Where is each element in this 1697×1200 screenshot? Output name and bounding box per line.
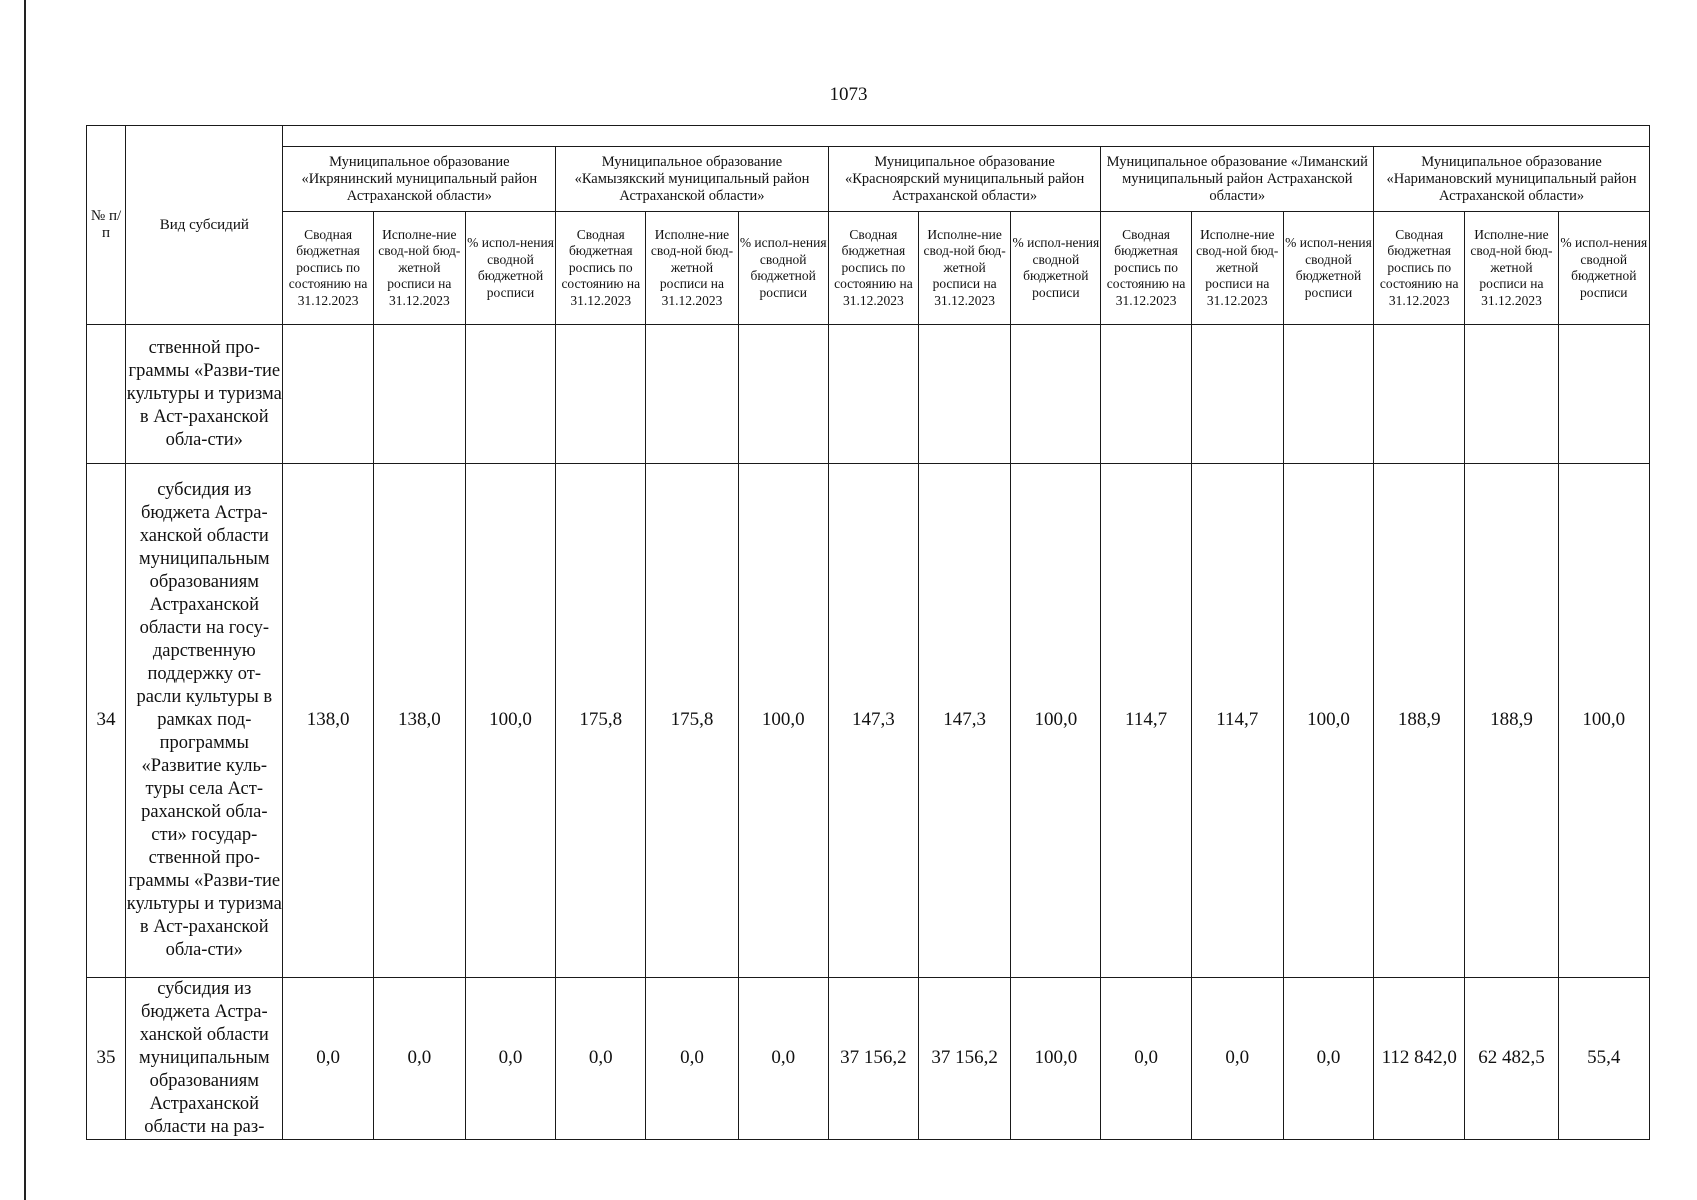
percent-value: 0,0 xyxy=(465,977,555,1139)
subsidy-kind: субсидия из бюджета Астра-ханской области муниципальным образованиям Астраханской области на госу-дарственную поддержку от-расли культуры в рамках под-программы «Развитие куль-туры села Аст-раханской обла-сти» государ-ственной про-граммы «Разви-тие культуры и туризма в Аст-раханской обла-сти» xyxy=(126,464,283,978)
percent-value xyxy=(1283,325,1373,464)
percent-value: 100,0 xyxy=(1011,977,1101,1139)
scan-edge-line xyxy=(24,0,26,1200)
percent-value xyxy=(1558,325,1649,464)
municipality-header: Муниципальное образование «Наримановский муниципальный район Астраханской области» xyxy=(1374,147,1650,212)
executed-value: 147,3 xyxy=(919,464,1011,978)
executed-value: 175,8 xyxy=(646,464,738,978)
row-number: 34 xyxy=(87,464,126,978)
subsidy-kind: субсидия из бюджета Астра-ханской области муниципальным образованиям Астраханской области на раз- xyxy=(126,977,283,1139)
execution-percent-header: % испол-нения сводной бюджетной росписи xyxy=(1011,212,1101,325)
percent-value: 100,0 xyxy=(738,464,828,978)
percent-value xyxy=(1011,325,1101,464)
percent-value xyxy=(465,325,555,464)
municipality-header-row xyxy=(87,147,1650,212)
percent-value: 100,0 xyxy=(465,464,555,978)
executed-budget-header: Исполне-ние свод-ной бюд-жетной росписи на 31.12.2023 xyxy=(1465,212,1558,325)
planned-value xyxy=(556,325,646,464)
planned-value: 0,0 xyxy=(283,977,373,1139)
executed-budget-header: Исполне-ние свод-ной бюд-жетной росписи на 31.12.2023 xyxy=(1191,212,1283,325)
percent-value: 100,0 xyxy=(1011,464,1101,978)
column-header-row xyxy=(87,212,1650,325)
table-row xyxy=(87,325,1650,464)
planned-value xyxy=(283,325,373,464)
executed-value: 0,0 xyxy=(373,977,465,1139)
table-row xyxy=(87,464,1650,978)
executed-value xyxy=(1465,325,1558,464)
row-number xyxy=(87,325,126,464)
executed-value: 0,0 xyxy=(1191,977,1283,1139)
planned-value: 114,7 xyxy=(1101,464,1191,978)
executed-value: 62 482,5 xyxy=(1465,977,1558,1139)
planned-budget-header: Сводная бюджетная роспись по состоянию на 31.12.2023 xyxy=(556,212,646,325)
percent-value: 55,4 xyxy=(1558,977,1649,1139)
executed-budget-header: Исполне-ние свод-ной бюд-жетной росписи на 31.12.2023 xyxy=(373,212,465,325)
percent-value: 100,0 xyxy=(1558,464,1649,978)
percent-value: 0,0 xyxy=(738,977,828,1139)
executed-value xyxy=(646,325,738,464)
planned-value: 188,9 xyxy=(1374,464,1465,978)
executed-value: 114,7 xyxy=(1191,464,1283,978)
executed-budget-header: Исполне-ние свод-ной бюд-жетной росписи на 31.12.2023 xyxy=(919,212,1011,325)
row-number: 35 xyxy=(87,977,126,1139)
subsidy-execution-table xyxy=(86,125,1650,1140)
planned-value: 0,0 xyxy=(556,977,646,1139)
table-row xyxy=(87,977,1650,1139)
execution-percent-header: % испол-нения сводной бюджетной росписи xyxy=(738,212,828,325)
execution-percent-header: % испол-нения сводной бюджетной росписи xyxy=(465,212,555,325)
executed-value: 188,9 xyxy=(1465,464,1558,978)
subsidy-kind-column-header: Вид субсидий xyxy=(126,126,283,325)
planned-value: 0,0 xyxy=(1101,977,1191,1139)
execution-percent-header: % испол-нения сводной бюджетной росписи xyxy=(1558,212,1649,325)
header-spacer xyxy=(283,126,1650,147)
planned-budget-header: Сводная бюджетная роспись по состоянию на 31.12.2023 xyxy=(283,212,373,325)
executed-value: 0,0 xyxy=(646,977,738,1139)
percent-value xyxy=(738,325,828,464)
municipality-header: Муниципальное образование «Икрянинский муниципальный район Астраханской области» xyxy=(283,147,556,212)
planned-value xyxy=(1101,325,1191,464)
planned-value xyxy=(828,325,918,464)
executed-value xyxy=(1191,325,1283,464)
subsidy-kind: ственной про-граммы «Разви-тие культуры и туризма в Аст-раханской обла-сти» xyxy=(126,325,283,464)
planned-budget-header: Сводная бюджетная роспись по состоянию на 31.12.2023 xyxy=(1374,212,1465,325)
planned-budget-header: Сводная бюджетная роспись по состоянию на 31.12.2023 xyxy=(1101,212,1191,325)
planned-value: 138,0 xyxy=(283,464,373,978)
planned-budget-header: Сводная бюджетная роспись по состоянию на 31.12.2023 xyxy=(828,212,918,325)
planned-value: 37 156,2 xyxy=(828,977,918,1139)
planned-value: 112 842,0 xyxy=(1374,977,1465,1139)
execution-percent-header: % испол-нения сводной бюджетной росписи xyxy=(1283,212,1373,325)
municipality-header: Муниципальное образование «Красноярский муниципальный район Астраханской области» xyxy=(828,147,1101,212)
executed-value: 138,0 xyxy=(373,464,465,978)
municipality-header: Муниципальное образование «Лиманский муниципальный район Астраханской области» xyxy=(1101,147,1374,212)
percent-value: 100,0 xyxy=(1283,464,1373,978)
planned-value xyxy=(1374,325,1465,464)
planned-value: 147,3 xyxy=(828,464,918,978)
executed-value xyxy=(373,325,465,464)
number-column-header: № п/п xyxy=(87,126,126,325)
executed-value: 37 156,2 xyxy=(919,977,1011,1139)
percent-value: 0,0 xyxy=(1283,977,1373,1139)
municipality-header: Муниципальное образование «Камызякский муниципальный район Астраханской области» xyxy=(556,147,829,212)
executed-budget-header: Исполне-ние свод-ной бюд-жетной росписи на 31.12.2023 xyxy=(646,212,738,325)
planned-value: 175,8 xyxy=(556,464,646,978)
page-number: 1073 xyxy=(829,84,868,105)
executed-value xyxy=(919,325,1011,464)
